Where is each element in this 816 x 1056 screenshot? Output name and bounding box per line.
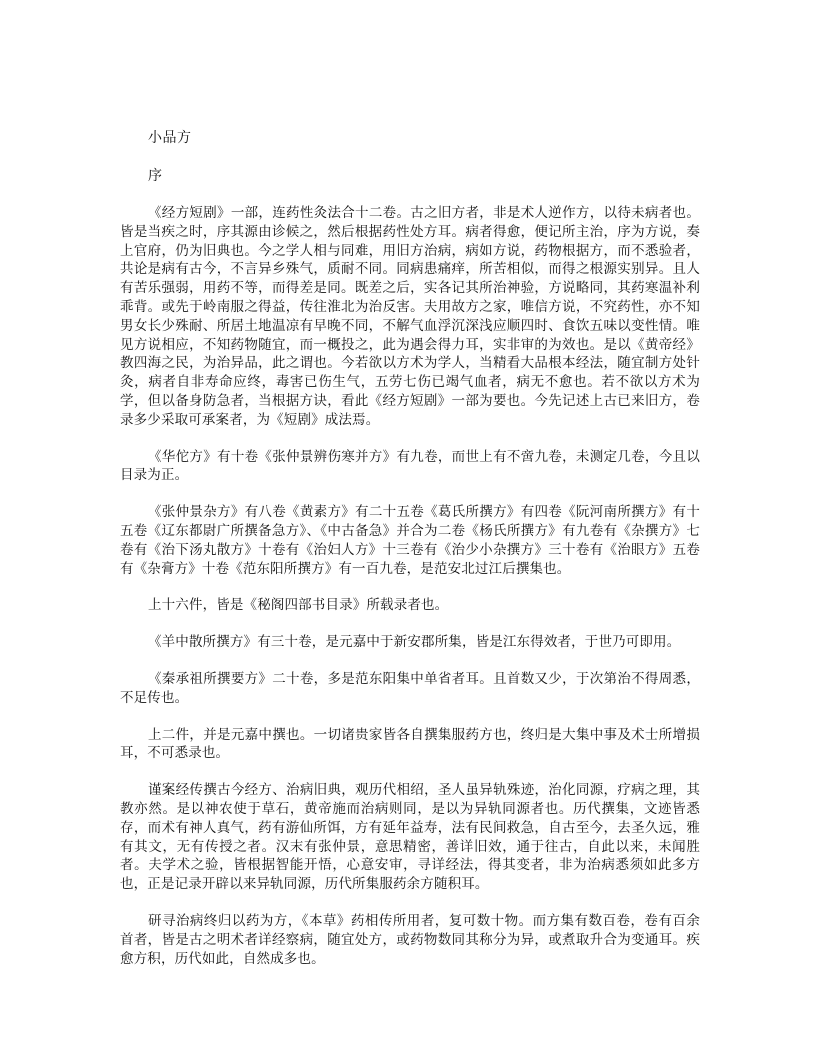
document-page <box>120 128 700 986</box>
section-heading: 序 <box>148 168 162 184</box>
document-title: 小品方 <box>148 130 192 146</box>
paragraph-5: 《羊中散所撰方》有三十卷，是元嘉中于新安郡所集，皆是江东得效者，于世乃可即用。 <box>148 634 681 651</box>
paragraph-7: 上二件，并是元嘉中撰也。一切诸贵家皆各自撰集服药方也，终归是大集中事及术士所增损耳，不可悉录也。 <box>120 726 700 762</box>
paragraph-4: 上十六件，皆是《秘阁四部书目录》所载录者也。 <box>148 597 449 614</box>
paragraph-8: 谨案经传撰古今经方、治病旧典，观历代相绍，圣人虽异轨殊迹，治化同源，疗病之理，其教亦然。是以神农使于草石，黄帝施而治病则同，是以为异轨同源者也。历代撰集，文迹皆悉存，而术有神人真气，药有游仙所饵，方有延年益寿，法有民间救急，自古至今，去圣久远，雅有其文，无有传授之者。汉末有张仲景，意思精密，善详旧效，通于往古，自此以来，未闻胜者。夫学术之验，皆根据智能开悟，心意安审，寻详经法，得其变者，非为治病悉须如此多方也，正是记录开辟以来异轨同源，历代所集服药余方随积耳。 <box>120 782 700 893</box>
paragraph-2: 《华佗方》有十卷《张仲景辨伤寒并方》有九卷，而世上有不啻九卷，未测定几卷，今且以目录为正。 <box>120 448 700 484</box>
paragraph-1: 《经方短剧》一部，连药性灸法合十二卷。古之旧方者，非是术人逆作方，以待未病者也。皆是当疾之时，序其源由诊候之，然后根据药性处方耳。病者得愈，便记所主治，序为方说，奏上官府，仍为旧典也。今之学人相与同难，用旧方治病，病如方说，药物根据方，而不悉验者，共论是病有古今，不言异乡殊气，质耐不同。同病患痛痒，所苦相似，而得之根源实别异。且人有苦乐强弱，用药不等，而得差是同。既差之后，实各记其所治神验，方说略同，其药寒温补利乖背。或先于岭南服之得益，传往淮北为治反害。夫用故方之家，唯信方说，不究药性，亦不知男女长少殊耐、所居土地温凉有早晚不同，不解气血浮沉深浅应顺四时、食饮五味以变性情。唯见方说相应，不知药物随宜，而一概投之，此为遇会得力耳，实非审的为效也。是以《黄帝经》教四海之民，为治异品，此之谓也。今若欲以方术为学人，当精看大品根本经法，随宜制方处针灸，病者自非寿命应终，毒害已伤生气，五劳七伤已竭气血者，病无不愈也。若不欲以方术为学，但以备身防急者，当根据方诀，看此《经方短剧》一部为要也。今先记述上古已来旧方，卷录多少采取可承案者，为《短剧》成法焉。 <box>120 205 700 428</box>
paragraph-6: 《秦承祖所撰要方》二十卷，多是范东阳集中单省者耳。且首数又少，于次第治不得周悉，不足传也。 <box>120 670 700 706</box>
paragraph-3: 《张仲景杂方》有八卷《黄素方》有二十五卷《葛氏所撰方》有四卷《阮河南所撰方》有十五卷《辽东都尉广所撰备急方》、《中古备急》并合为二卷《杨氏所撰方》有九卷有《杂撰方》七卷有《治下汤丸散方》十卷有《治妇人方》十三卷有《治少小杂撰方》三十卷有《治眼方》五卷有《杂膏方》十卷《范东阳所撰方》有一百九卷，是范安北过江后撰集也。 <box>120 504 700 577</box>
paragraph-9: 研寻治病终归以药为方，《本草》药相传所用者，复可数十物。而方集有数百卷，卷有百余首者，皆是古之明术者详经察病，随宜处方，或药物数同其称分为异，或煮取升合为变通耳。疾愈方积，历代如此，自然成多也。 <box>120 912 700 967</box>
